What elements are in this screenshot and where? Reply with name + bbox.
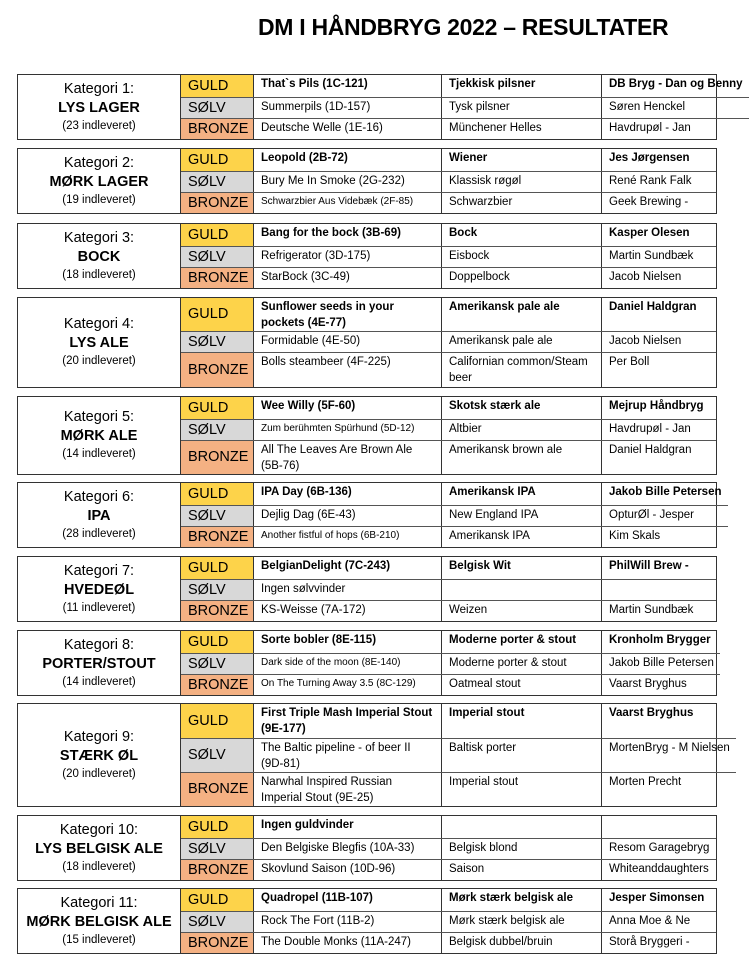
medal-label: GULD (181, 816, 254, 838)
category-label (18, 298, 181, 387)
beer-style: Mørk stærk belgisk ale (442, 912, 602, 932)
beer-name: Sunflower seeds in your pockets (4E-77) (254, 298, 442, 331)
brewer-name: DB Bryg - Dan og Benny (609, 78, 743, 90)
beer-style: Wiener (442, 149, 602, 171)
medal-label: SØLV (181, 580, 254, 600)
category-name: HVEDEØL (63, 581, 135, 598)
medal-label: SØLV (181, 739, 254, 772)
brewer-name: Whiteanddaughters (609, 863, 709, 875)
brewer-name: Kasper Olesen (609, 227, 690, 239)
category-number: Kategori 7: (63, 562, 135, 579)
beer-style: New England IPA (442, 506, 602, 526)
brewer-name: MortenBryg - M Nielsen (609, 742, 730, 754)
medal-label: GULD (181, 889, 254, 911)
category-table (17, 223, 717, 289)
category-label (18, 224, 181, 288)
beer-name: Dark side of the moon (8E-140) (254, 654, 442, 674)
beer-name: Formidable (4E-50) (254, 332, 442, 352)
beer-style: Weizen (442, 601, 602, 621)
brewer-name: Jacob Nielsen (609, 271, 682, 283)
category-table (17, 630, 717, 696)
medal-label: SØLV (181, 247, 254, 267)
brewer-name: Morten Precht (609, 776, 682, 788)
brewer-name: Martin Sundbæk (609, 250, 694, 262)
table-row (181, 859, 716, 880)
table-row (181, 600, 716, 621)
table-row (181, 149, 716, 171)
table-row (181, 246, 716, 267)
table-row (181, 352, 716, 387)
beer-style: Oatmeal stout (442, 675, 602, 695)
beer-name: Another fistful of hops (6B-210) (254, 527, 442, 547)
beer-name: Den Belgiske Blegfis (10A-33) (254, 839, 442, 859)
brewer-name: PhilWill Brew - (609, 560, 689, 572)
category-count: (18 indleveret) (62, 268, 136, 281)
beer-style: Tjekkisk pilsner (442, 75, 602, 97)
table-row (181, 267, 716, 288)
table-row (181, 653, 720, 674)
category-label (18, 704, 181, 806)
beer-name: KS-Weisse (7A-172) (254, 601, 442, 621)
table-row (181, 738, 736, 772)
brewer-name: René Rank Falk (609, 175, 692, 187)
beer-style: Californian common/Steam beer (442, 353, 602, 387)
table-row (181, 483, 728, 505)
brewer-name: Vaarst Bryghus (609, 678, 687, 690)
table-row (181, 440, 716, 474)
category-count: (18 indleveret) (62, 860, 136, 873)
beer-name: Leopold (2B-72) (254, 149, 442, 171)
medal-label: GULD (181, 704, 254, 738)
medal-label: BRONZE (181, 675, 254, 695)
category-table (17, 888, 717, 954)
medal-label: GULD (181, 149, 254, 171)
category-number: Kategori 8: (63, 636, 135, 653)
medal-label: BRONZE (181, 353, 254, 387)
category-count: (14 indleveret) (62, 448, 136, 460)
beer-name: Wee Willy (5F-60) (254, 397, 442, 419)
category-number: Kategori 9: (63, 728, 135, 745)
beer-style: Moderne porter & stout (442, 631, 602, 653)
beer-name: Bury Me In Smoke (2G-232) (254, 172, 442, 192)
beer-style: Moderne porter & stout (442, 654, 602, 674)
beer-name: BelgianDelight (7C-243) (254, 557, 442, 579)
brewer-name: OpturØl - Jesper (609, 509, 694, 521)
table-row (181, 772, 736, 806)
category-count: (20 indleveret) (62, 767, 136, 780)
medal-label: SØLV (181, 172, 254, 192)
category-count: (14 indleveret) (62, 675, 136, 688)
category-name: STÆRK ØL (59, 747, 139, 764)
table-row (181, 526, 728, 547)
beer-name: On The Turning Away 3.5 (8C-129) (254, 675, 442, 695)
table-row (181, 298, 716, 331)
beer-name: IPA Day (6B-136) (254, 483, 442, 505)
category-number: Kategori 3: (63, 229, 135, 246)
medal-label: SØLV (181, 98, 254, 118)
beer-name: Deutsche Welle (1E-16) (254, 119, 442, 139)
category-label (18, 483, 181, 547)
beer-name: StarBock (3C-49) (254, 268, 442, 288)
medal-label: GULD (181, 224, 254, 246)
brewer-name: Havdrupøl - Jan (609, 423, 691, 435)
beer-style: Skotsk stærk ale (442, 397, 602, 419)
beer-name: Sorte bobler (8E-115) (254, 631, 442, 653)
category-name: LYS ALE (69, 335, 129, 351)
medal-label: BRONZE (181, 268, 254, 288)
medal-label: BRONZE (181, 860, 254, 880)
category-count: (23 indleveret) (62, 119, 136, 132)
beer-style: Belgisk dubbel/bruin (442, 933, 602, 953)
beer-style: Eisbock (442, 247, 602, 267)
brewer-name: Vaarst Bryghus (609, 707, 694, 719)
beer-style: Amerikansk brown ale (442, 441, 602, 474)
table-row (181, 579, 716, 600)
brewer-name: Jes Jørgensen (609, 152, 690, 164)
category-label (18, 75, 181, 139)
table-row (181, 557, 716, 579)
brewer-name: Kim Skals (609, 530, 661, 542)
page-title: DM I HÅNDBRYG 2022 – RESULTATER (258, 14, 669, 40)
brewer-name: Søren Henckel (609, 101, 686, 113)
category-number: Kategori 11: (60, 894, 138, 911)
beer-style: Klassisk røgøl (442, 172, 602, 192)
beer-name: The Baltic pipeline - of beer II (9D-81) (254, 739, 442, 772)
category-count: (11 indleveret) (62, 601, 136, 614)
beer-style: Schwarzbier (442, 193, 602, 213)
beer-name: Quadropel (11B-107) (254, 889, 442, 911)
brewer-name: Mejrup Håndbryg (609, 400, 704, 412)
table-row (181, 704, 736, 738)
beer-style: Doppelbock (442, 268, 602, 288)
category-name: IPA (87, 507, 111, 524)
table-row (181, 224, 716, 246)
beer-name: Zum berühmten Spürhund (5D-12) (254, 420, 442, 440)
medal-label: GULD (181, 75, 254, 97)
medal-label: BRONZE (181, 119, 254, 139)
table-row (181, 932, 716, 953)
category-table (17, 482, 722, 548)
brewer-name: Daniel Haldgran (609, 444, 692, 456)
medal-label: GULD (181, 483, 254, 505)
table-row (181, 631, 720, 653)
beer-style: Münchener Helles (442, 119, 602, 139)
beer-style: Imperial stout (442, 773, 602, 806)
beer-style: Amerikansk IPA (442, 483, 602, 505)
table-row (181, 97, 749, 118)
category-table (17, 703, 730, 807)
medal-label: SØLV (181, 420, 254, 440)
brewer-name (602, 580, 716, 600)
category-table (17, 396, 717, 475)
table-row (181, 816, 716, 838)
brewer-name: Geek Brewing - (609, 196, 689, 208)
category-number: Kategori 4: (63, 316, 135, 332)
medal-label: GULD (181, 298, 254, 331)
beer-name: Skovlund Saison (10D-96) (254, 860, 442, 880)
beer-name: Bolls steambeer (4F-225) (254, 353, 442, 387)
medal-label: SØLV (181, 506, 254, 526)
category-count: (15 indleveret) (62, 933, 136, 946)
beer-style: Belgisk blond (442, 839, 602, 859)
brewer-name: Kronholm Brygger (609, 634, 711, 646)
table-row (181, 75, 749, 97)
category-name: MØRK LAGER (49, 173, 149, 190)
category-table (17, 297, 717, 388)
table-row (181, 419, 716, 440)
table-row (181, 171, 716, 192)
category-name: PORTER/STOUT (42, 655, 156, 672)
category-table (17, 74, 743, 140)
beer-style: Bock (442, 224, 602, 246)
category-number: Kategori 2: (63, 154, 135, 171)
brewer-name: Havdrupøl - Jan (609, 122, 691, 134)
medal-label: SØLV (181, 654, 254, 674)
medal-label: BRONZE (181, 441, 254, 474)
brewer-name: Daniel Haldgran (609, 301, 697, 313)
medal-label: BRONZE (181, 773, 254, 806)
category-label (18, 889, 181, 953)
brewer-name: Anna Moe & Ne (609, 915, 691, 927)
beer-style (442, 580, 602, 600)
medal-label: GULD (181, 397, 254, 419)
category-table (17, 815, 717, 881)
brewer-name: Jesper Simonsen (609, 892, 705, 904)
beer-name: Ingen sølvvinder (254, 580, 442, 600)
brewer-name: Resom Garagebryg (609, 842, 710, 854)
beer-name: Rock The Fort (11B-2) (254, 912, 442, 932)
category-label (18, 149, 181, 213)
category-name: MØRK ALE (60, 428, 138, 444)
brewer-name: Jakob Bille Petersen (609, 486, 722, 498)
table-row (181, 505, 728, 526)
beer-name: Refrigerator (3D-175) (254, 247, 442, 267)
medal-label: BRONZE (181, 933, 254, 953)
medal-label: SØLV (181, 912, 254, 932)
medal-label: BRONZE (181, 601, 254, 621)
category-label (18, 557, 181, 621)
beer-style: Saison (442, 860, 602, 880)
beer-name: Dejlig Dag (6E-43) (254, 506, 442, 526)
category-table (17, 556, 717, 622)
beer-style: Tysk pilsner (442, 98, 602, 118)
medal-label: GULD (181, 631, 254, 653)
category-table (17, 148, 717, 214)
brewer-name: Martin Sundbæk (609, 604, 694, 616)
beer-style: Mørk stærk belgisk ale (442, 889, 602, 911)
medal-label: BRONZE (181, 193, 254, 213)
beer-name: That`s Pils (1C-121) (254, 75, 442, 97)
brewer-name: Jacob Nielsen (609, 335, 682, 347)
beer-name: Bang for the bock (3B-69) (254, 224, 442, 246)
beer-name: First Triple Mash Imperial Stout (9E-177) (254, 704, 442, 738)
category-label (18, 631, 181, 695)
table-row (181, 192, 716, 213)
table-row (181, 331, 716, 352)
category-label (18, 397, 181, 474)
beer-style: Amerikansk pale ale (442, 332, 602, 352)
category-name: LYS LAGER (58, 99, 140, 116)
table-row (181, 674, 720, 695)
table-row (181, 911, 716, 932)
brewer-name: Storå Bryggeri - (609, 936, 690, 948)
beer-name: Ingen guldvinder (254, 816, 442, 838)
table-row (181, 838, 716, 859)
category-name: MØRK BELGISK ALE (26, 913, 172, 930)
beer-style: Belgisk Wit (442, 557, 602, 579)
beer-style: Altbier (442, 420, 602, 440)
category-label (18, 816, 181, 880)
beer-style: Amerikansk IPA (442, 527, 602, 547)
beer-style: Amerikansk pale ale (442, 298, 602, 331)
category-name: LYS BELGISK ALE (35, 840, 163, 857)
beer-name: Schwarzbier Aus Videbæk (2F-85) (254, 193, 442, 213)
beer-name: Summerpils (1D-157) (254, 98, 442, 118)
beer-name: All The Leaves Are Brown Ale (5B-76) (254, 441, 442, 474)
medal-label: BRONZE (181, 527, 254, 547)
table-row (181, 889, 716, 911)
category-number: Kategori 10: (59, 821, 139, 838)
beer-name: Narwhal Inspired Russian Imperial Stout (9E-25) (254, 773, 442, 806)
category-number: Kategori 5: (63, 409, 135, 425)
beer-style: Imperial stout (442, 704, 602, 738)
category-name: BOCK (77, 248, 121, 265)
category-count: (28 indleveret) (62, 527, 136, 540)
category-count: (20 indleveret) (62, 355, 136, 367)
category-number: Kategori 1: (63, 80, 135, 97)
medal-label: GULD (181, 557, 254, 579)
brewer-name (602, 816, 716, 838)
medal-label: SØLV (181, 332, 254, 352)
table-row (181, 118, 749, 139)
beer-style: Baltisk porter (442, 739, 602, 772)
brewer-name: Per Boll (609, 356, 650, 368)
table-row (181, 397, 716, 419)
beer-name: The Double Monks (11A-247) (254, 933, 442, 953)
brewer-name: Jakob Bille Petersen (609, 657, 714, 669)
category-count: (19 indleveret) (62, 193, 136, 206)
medal-label: SØLV (181, 839, 254, 859)
beer-style (442, 816, 602, 838)
category-number: Kategori 6: (63, 488, 135, 505)
